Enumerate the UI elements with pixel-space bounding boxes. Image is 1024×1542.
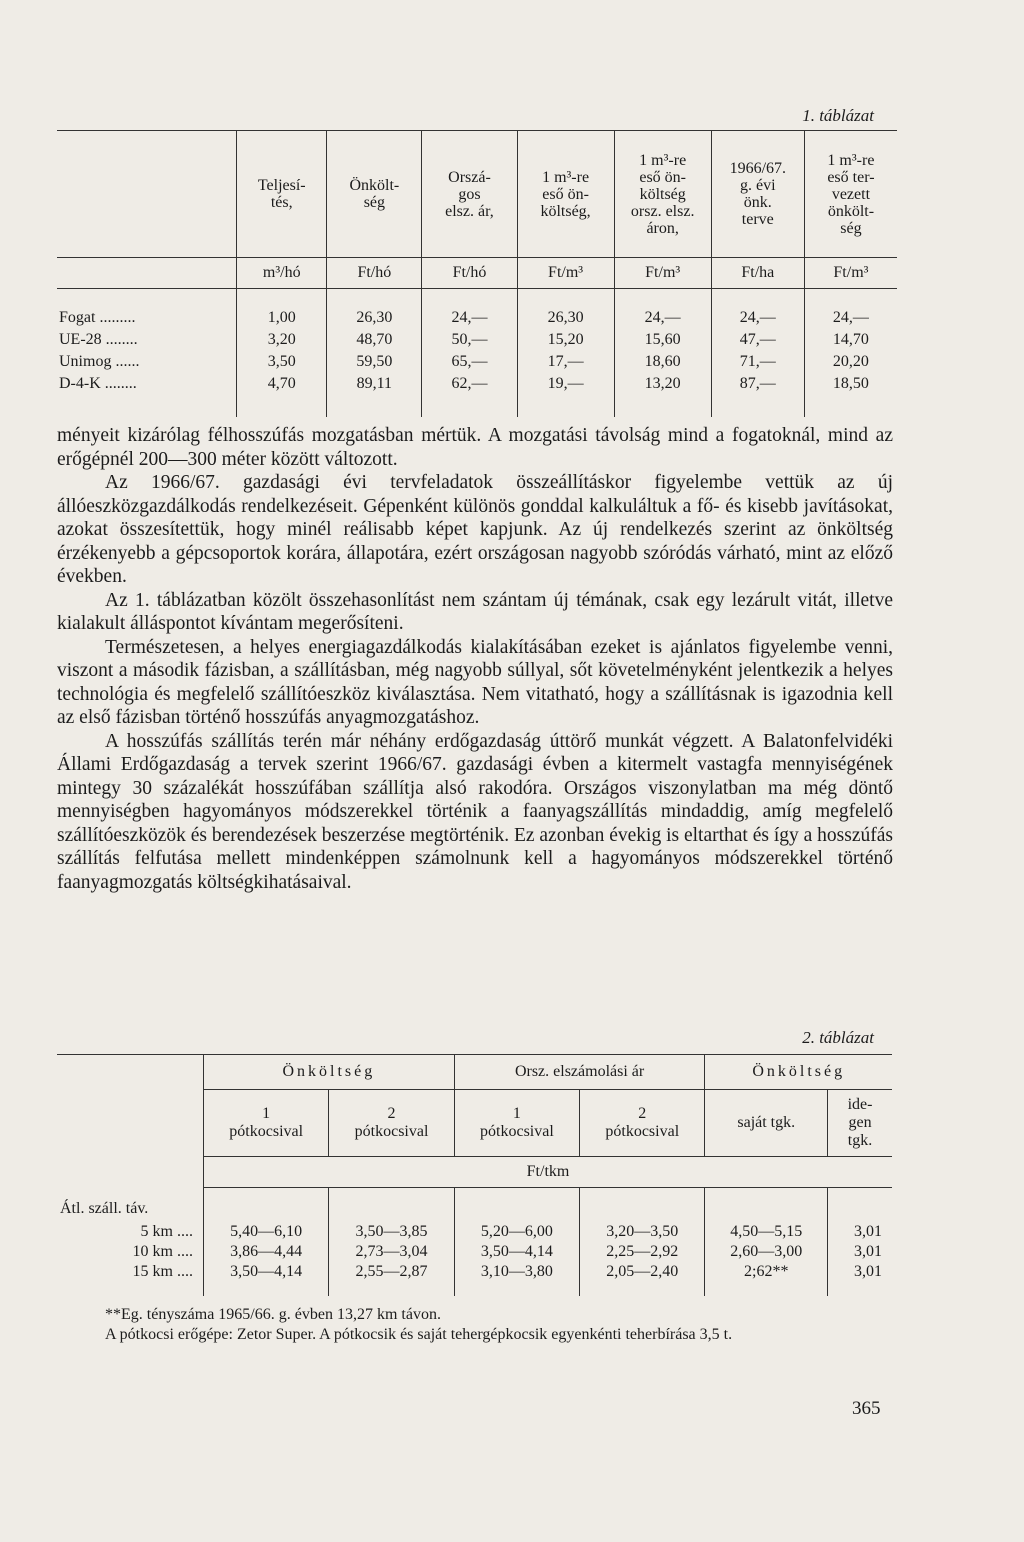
t2-row-label: 5 km .... — [140, 1222, 193, 1240]
table-cell: 89,11 — [356, 375, 393, 392]
table-cell: 13,20 — [644, 375, 681, 392]
t1-col-5 — [614, 289, 711, 418]
table-2 — [57, 1054, 892, 1296]
t2-col-5 — [705, 1220, 828, 1296]
table1-caption: 1. táblázat — [802, 106, 874, 125]
table-cell: 2,25—2,92 — [606, 1242, 679, 1260]
table-cell: 4,50—5,15 — [730, 1222, 803, 1240]
t1-unit-2: Ft/hó — [327, 258, 422, 289]
t2-sub-header-4: 2 pótkocsival — [580, 1090, 705, 1157]
t1-row-label: Unimog ...... — [59, 353, 140, 370]
table-cell: 20,20 — [832, 353, 869, 370]
table-cell: 3,50 — [267, 353, 296, 370]
t1-row-label: D-4-K ........ — [59, 375, 137, 392]
table-cell: 71,— — [739, 353, 776, 370]
table-cell: 87,— — [739, 375, 776, 392]
table-cell: 5,20—6,00 — [480, 1222, 553, 1240]
t1-col-1 — [237, 289, 327, 418]
t1-row-label: Fogat ......... — [59, 309, 136, 326]
table-cell: 24,— — [451, 309, 488, 326]
table-cell: 24,— — [739, 309, 776, 326]
t2-sub-header-2: 2 pótkocsival — [329, 1090, 454, 1157]
table-cell: 3,20—3,50 — [606, 1222, 679, 1240]
table-cell: 2,60—3,00 — [730, 1242, 803, 1260]
table-cell: 65,— — [451, 353, 488, 370]
t2-col-4 — [580, 1220, 705, 1296]
t2-col-6 — [828, 1220, 892, 1296]
table-cell: 50,— — [451, 331, 488, 348]
table-cell: 3,20 — [267, 331, 296, 348]
t1-unit-7: Ft/m³ — [804, 258, 897, 289]
table-cell: 5,40—6,10 — [230, 1222, 303, 1240]
t1-unit-5: Ft/m³ — [614, 258, 711, 289]
table-cell: 3,01 — [854, 1222, 882, 1240]
t1-header-3: Orszá- gos elsz. ár, — [422, 131, 517, 258]
table-cell: 19,— — [547, 375, 584, 392]
t2-row-header: Átl. száll. táv. — [60, 1199, 149, 1217]
t1-header-7: 1 m³-re eső ter- vezett önkölt- ség — [804, 131, 897, 258]
table-cell: 26,30 — [356, 309, 393, 326]
table-cell: 2,73—3,04 — [355, 1242, 428, 1260]
t1-unit-1: m³/hó — [237, 258, 327, 289]
table2-caption: 2. táblázat — [802, 1028, 874, 1047]
table-cell: 3,10—3,80 — [480, 1262, 553, 1280]
t2-group-header-3: Önköltség — [705, 1055, 892, 1090]
t1-unit-corner — [57, 258, 237, 289]
t2-row-labels — [57, 1220, 204, 1296]
table-cell: 47,— — [739, 331, 776, 348]
table-cell: 15,20 — [547, 331, 584, 348]
t1-header-1: Teljesí- tés, — [237, 131, 327, 258]
t2-unit: Ft/tkm — [204, 1157, 893, 1188]
t2-sub-header-1: 1 pótkocsival — [204, 1090, 329, 1157]
t1-unit-3: Ft/hó — [422, 258, 517, 289]
table-cell: 62,— — [451, 375, 488, 392]
paragraph: ményeit kizárólag félhosszúfás mozgatásban mértük. A mozgatási távolság mind a fogatoknál, mind az erőgépnél 200—300 méter között változott. — [57, 425, 893, 470]
page-number: 365 — [852, 1398, 881, 1419]
paragraph: Az 1. táblázatban közölt összehasonlítást nem szántam új témának, csak egy lezárult vitát, illetve kialakult álláspontot kívántam megerősíteni. — [57, 589, 893, 634]
t2-group-header-2: Orsz. elszámolási ár — [454, 1055, 705, 1090]
t1-col-4 — [517, 289, 614, 418]
table-cell: 2,05—2,40 — [606, 1262, 679, 1280]
t2-row-label: 10 km .... — [132, 1242, 193, 1260]
table-cell: 59,50 — [356, 353, 393, 370]
t2-corner — [57, 1055, 204, 1188]
table-cell: 3,50—4,14 — [480, 1242, 553, 1260]
t1-row-labels — [57, 289, 237, 418]
table-cell: 26,30 — [547, 309, 584, 326]
table-cell: 1,00 — [267, 309, 296, 326]
footnote: A pótkocsi erőgépe: Zetor Super. A pótkocsik és saját tehergépkocsik egyenkénti teherbírása 3,5 t. — [105, 1326, 733, 1343]
table-cell: 24,— — [832, 309, 869, 326]
t1-unit-4: Ft/m³ — [517, 258, 614, 289]
table-cell: 18,60 — [644, 353, 681, 370]
table-1 — [57, 130, 897, 417]
t2-sub-header-3: 1 pótkocsival — [454, 1090, 579, 1157]
table-cell: 15,60 — [644, 331, 681, 348]
table-cell: 14,70 — [832, 331, 869, 348]
table-cell: 2,55—2,87 — [355, 1262, 428, 1280]
table-cell: 18,50 — [832, 375, 869, 392]
footnote: **Eg. tényszáma 1965/66. g. évben 13,27 km távon. — [105, 1306, 441, 1323]
t2-sub-header-5: saját tgk. — [705, 1090, 828, 1157]
t1-header-4: 1 m³-re eső ön- költség, — [517, 131, 614, 258]
table-cell: 3,01 — [854, 1262, 882, 1280]
t2-row-label: 15 km .... — [132, 1262, 193, 1280]
paragraph: Természetesen, a helyes energiagazdálkodás kialakításában ezeket is ajánlatos figyelembe venni, viszont a második fázisban, a szállításban, még nagyobb súllyal, sőt követelményként jelentkezik a helyes technológia és megfelelő szállítóeszköz kiválasztása. Nem vitatható, hogy a szállításnak is igazodnia kell az első fázisban történő hosszúfás anyagmozgatáshoz. — [57, 636, 893, 728]
paragraph: A hosszúfás szállítás terén már néhány erdőgazdaság úttörő munkát végzett. A Balatonfelvidéki Állami Erdőgazdaság a tervek szerint 1966/67. gazdasági évben a kitermelt vastagfa mennyiségének mintegy 30 százalékát hosszúfában szállítja alsó rakodóra. Országos viszonylatban ma még döntő mennyiségben hagyományos módszerekkel történik a faanyagszállítás mindaddig, amíg megfelelő szállítóeszközök és berendezések beszerzése megtörténik. Ez azonban évekig is eltarthat és így a hosszúfás szállítás felfutása mellett mindenképpen számolnunk kell a hagyományos módszerekkel történő faanyagmozgatás költségkihatásaival. — [57, 730, 893, 893]
t1-header-5: 1 m³-re eső ön- költség orsz. elsz. áron, — [614, 131, 711, 258]
t1-header-2: Önkölt- ség — [327, 131, 422, 258]
table1-corner — [57, 131, 237, 258]
table-cell: 3,50—4,14 — [230, 1262, 303, 1280]
t1-col-2 — [327, 289, 422, 418]
t2-col-1 — [204, 1220, 329, 1296]
table-cell: 4,70 — [267, 375, 296, 392]
body-text — [57, 424, 893, 894]
paragraph: Az 1966/67. gazdasági évi tervfeladatok összeállításkor figyelembe vettük az új állóeszközgazdálkodás rendelkezéseit. Gépenként különös gonddal kalkuláltuk a fő- és kisebb javításokat, azokat összesítettük, hogy minél reálisabb képet kapjunk. Az új rendelkezés szerint az önköltség érzékenyebb a gépcsoportok korára, állapotára, ezért országosan nagyobb szóródás várható, mint az előző években. — [57, 472, 893, 587]
t1-col-3 — [422, 289, 517, 418]
table-cell: 3,86—4,44 — [230, 1242, 303, 1260]
table2-notes — [57, 1305, 893, 1345]
t2-group-header-1: Önköltség — [204, 1055, 455, 1090]
t1-unit-6: Ft/ha — [711, 258, 804, 289]
table-cell: 3,01 — [854, 1242, 882, 1260]
t1-col-7 — [804, 289, 897, 418]
table-cell: 17,— — [547, 353, 584, 370]
t1-header-6: 1966/67. g. évi önk. terve — [711, 131, 804, 258]
t1-row-label: UE-28 ........ — [59, 331, 138, 348]
table-cell: 48,70 — [356, 331, 393, 348]
t2-sub-header-6: ide- gen tgk. — [828, 1090, 892, 1157]
table-cell: 2;62** — [744, 1262, 789, 1280]
t2-col-3 — [454, 1220, 579, 1296]
t1-col-6 — [711, 289, 804, 418]
t2-col-2 — [329, 1220, 454, 1296]
table-cell: 3,50—3,85 — [355, 1222, 428, 1240]
table-cell: 24,— — [644, 309, 681, 326]
